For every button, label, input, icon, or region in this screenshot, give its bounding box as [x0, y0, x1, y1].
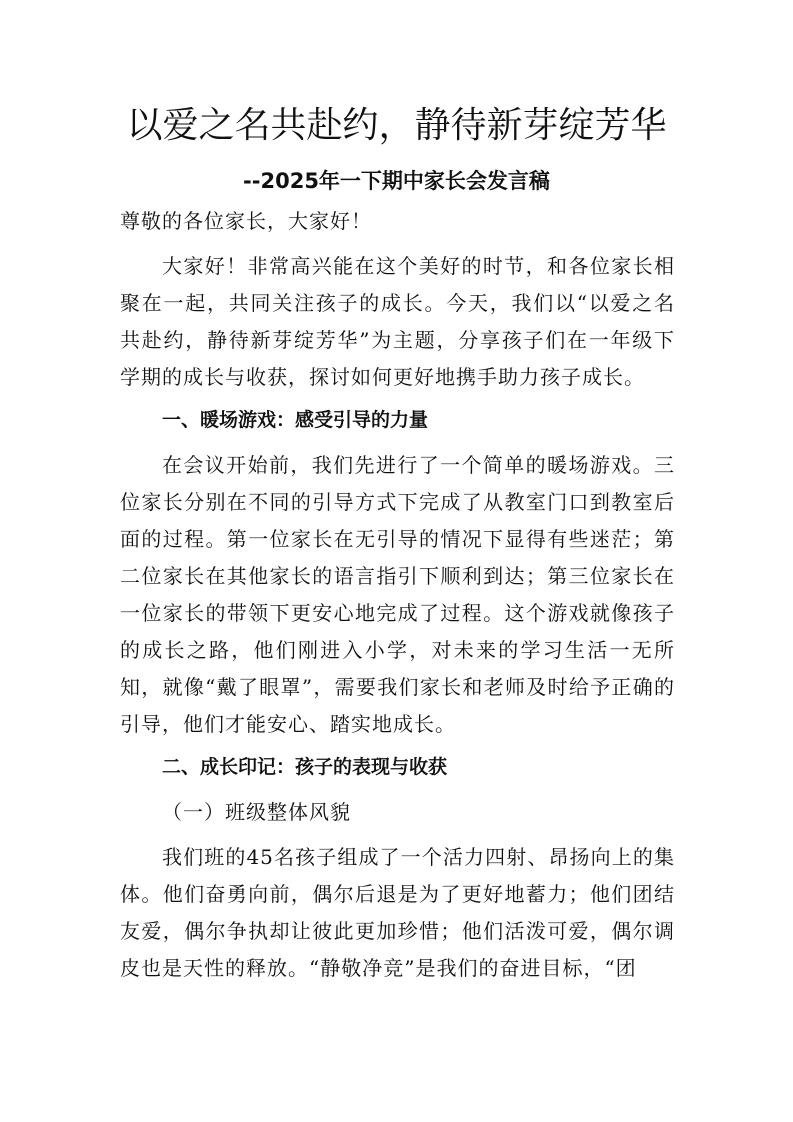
- warmup-paragraph: 在会议开始前，我们先进行了一个简单的暖场游戏。三位家长分别在不同的引导方式下完成了从教室门口到教室后面的过程。第一位家长在无引导的情况下显得有些迷茫；第二位家长在其他家长的语言指引下顺利到达；第三位家长在一位家长的带领下更安心地完成了过程。这个游戏就像孩子的成长之路，他们刚进入小学，对未来的学习生活一无所知，就像“戴了眼罩”，需要我们家长和老师及时给予正确的引导，他们才能安心、踏实地成长。: [120, 453, 675, 736]
- section-heading-warmup: 一、暖场游戏：感受引导的力量: [162, 409, 429, 431]
- document-title: 以爱之名共赴约，静待新芽绽芳华: [126, 105, 667, 146]
- class-paragraph: 我们班的45名孩子组成了一个活力四射、昂扬向上的集体。他们奋勇向前，偶尔后退是为了更好地蓄力；他们团结友爱，偶尔争执却让彼此更加珍惜；他们活泼可爱，偶尔调皮也是天性的释放。“静敬净竞”是我们的奋进目标，“团: [120, 845, 675, 980]
- document-subtitle: --2025年一下期中家长会发言稿: [243, 169, 550, 193]
- subsection-heading-class: （一）班级整体风貌: [162, 800, 351, 824]
- document-body: [120, 203, 675, 987]
- intro-paragraph: 大家好！非常高兴能在这个美好的时节，和各位家长相聚在一起，共同关注孩子的成长。今天，我们以“以爱之名共赴约，静待新芽绽芳华”为主题，分享孩子们在一年级下学期的成长与收获，探讨如何更好地携手助力孩子成长。: [120, 254, 675, 389]
- section-heading-growth: 二、成长印记：孩子的表现与收获: [162, 756, 448, 778]
- greeting-paragraph: 尊敬的各位家长，大家好！: [120, 209, 372, 233]
